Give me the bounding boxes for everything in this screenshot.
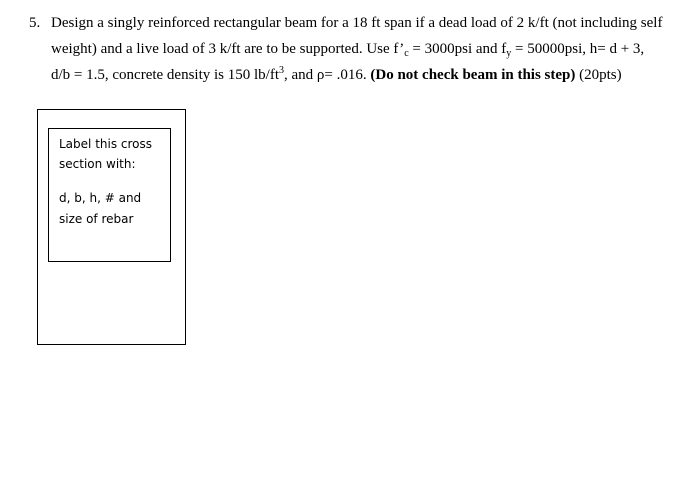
label-line-3: d, b, h, # and [59, 191, 142, 205]
problem-number: 5. [29, 15, 41, 31]
problem-line-3 [51, 66, 622, 84]
label-line-2: section with: [59, 157, 136, 171]
cross-section-label-box [48, 128, 171, 262]
ft-cubed-superscript: 3 [279, 65, 285, 76]
problem-line-2 [51, 40, 644, 58]
problem-line-1-text: Design a singly reinforced rectangular beam for a 18 ft span if a dead load of 2 k/ft (not including self [51, 15, 663, 31]
fc-subscript: c [404, 48, 409, 59]
fy-subscript: y [506, 48, 512, 59]
problem-line-2-text-c: = 50000psi, h= d + 3, [511, 41, 645, 57]
problem-line-2-text-a: weight) and a live load of 3 k/ft are to be supported. Use f’ [51, 41, 405, 57]
problem-line-3-text-b: , and ρ= .016. [284, 67, 371, 83]
problem-points: (20pts) [575, 67, 622, 83]
problem-line-2-text-b: = 3000psi and f [408, 41, 507, 57]
problem-emphasis: (Do not check beam in this step) [370, 67, 576, 83]
problem-line-3-text-a: d/b = 1.5, concrete density is 150 lb/ft [51, 67, 280, 83]
label-line-1: Label this cross [59, 137, 153, 151]
problem-line-1 [51, 14, 662, 32]
label-line-4: size of rebar [59, 212, 134, 226]
